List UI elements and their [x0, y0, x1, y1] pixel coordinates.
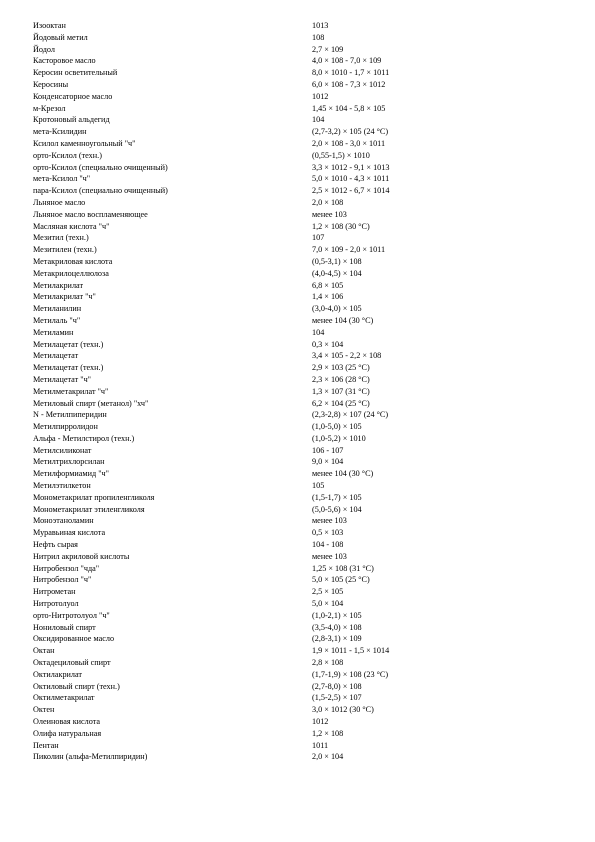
- table-row: [33, 492, 573, 504]
- table-row: [33, 103, 573, 115]
- resistivity-value: 104: [312, 115, 325, 125]
- table-row: [33, 291, 573, 303]
- substance-name: Пиколин (альфа-Метилпиридин): [33, 752, 148, 762]
- resistivity-value: (1,0-2,1) × 105: [312, 610, 362, 620]
- resistivity-value: (0,55-1,5) × 1010: [312, 150, 370, 160]
- table-row: [33, 468, 573, 480]
- substance-name: Метилформиамид "ч": [33, 469, 109, 479]
- resistivity-value: 1013: [312, 21, 329, 30]
- substance-name: Метиланилин: [33, 304, 82, 314]
- resistivity-value: 5,0 × 1010 - 4,3 × 1011: [312, 174, 390, 184]
- substance-name: Муравьиная кислота: [33, 528, 106, 538]
- table-row: [33, 480, 573, 492]
- resistivity-value: менее 104 (30 °С): [312, 469, 374, 479]
- table-row: [33, 740, 573, 752]
- table-row: [33, 657, 573, 669]
- table-row: [33, 421, 573, 433]
- table-row: [33, 445, 573, 457]
- resistivity-value: менее 104 (30 °С): [312, 315, 374, 325]
- substance-name: Нитробензол "ч": [33, 575, 92, 585]
- substance-name: Кротоновый альдегид: [33, 115, 110, 125]
- substance-name: Метилацетат: [33, 351, 79, 361]
- resistivity-value: (1,0-5,0) × 105: [312, 422, 362, 432]
- table-row: [33, 303, 573, 315]
- table-row: [33, 173, 573, 185]
- resistivity-value: (2,7-3,2) × 105 (24 °С): [312, 127, 389, 137]
- resistivity-value: менее 103: [312, 209, 347, 219]
- table-row: [33, 339, 573, 351]
- table-row: [33, 398, 573, 410]
- table-row: [33, 256, 573, 268]
- resistivity-value: 6,2 × 104 (25 °С): [312, 398, 370, 408]
- resistivity-value: 1,9 × 1011 - 1,5 × 1014: [312, 646, 390, 656]
- table-row: [33, 551, 573, 563]
- resistivity-value: (2,8-3,1) × 109: [312, 634, 362, 644]
- substance-name: Альфа - Метилстирол (техн.): [33, 433, 135, 443]
- resistivity-value: (2,7-8,0) × 108: [312, 681, 362, 691]
- substance-name: Октилакрилат: [33, 669, 83, 679]
- resistivity-value: 1012: [312, 91, 329, 101]
- substance-name: N - Метилпиперидин: [33, 410, 107, 420]
- substance-name: Метилацетат (техн.): [33, 339, 104, 349]
- resistivity-value: 8,0 × 1010 - 1,7 × 1011: [312, 68, 390, 78]
- table-row: [33, 232, 573, 244]
- substance-name: Метилацетат "ч": [33, 374, 92, 384]
- substance-name: Масляная кислота "ч": [33, 221, 110, 231]
- substance-name: Метилтрихлорсилан: [33, 457, 105, 467]
- substance-name: Нитрил акриловой кислоты: [33, 551, 130, 561]
- table-row: [33, 244, 573, 256]
- resistivity-value: 2,8 × 108: [312, 658, 344, 668]
- table-row: [33, 504, 573, 516]
- table-row: [33, 669, 573, 681]
- substance-name: м-Крезол: [33, 103, 66, 113]
- resistivity-value: 1,2 × 108: [312, 728, 344, 738]
- table-row: [33, 67, 573, 79]
- table-row: [33, 280, 573, 292]
- table-row: [33, 728, 573, 740]
- substance-name: Метилпирролидон: [33, 422, 98, 432]
- table-row: [33, 374, 573, 386]
- table-row: [33, 527, 573, 539]
- substance-name: пара-Ксилол (специально очищенный): [33, 186, 168, 196]
- resistivity-value: 2,0 × 108 - 3,0 × 1011: [312, 138, 386, 148]
- substance-name: Керосин осветительный: [33, 68, 118, 78]
- resistivity-value: 1,45 × 104 - 5,8 × 105: [312, 103, 386, 113]
- substance-name: Октен: [33, 705, 55, 715]
- substance-name: Метилсиликонат: [33, 445, 92, 455]
- substance-name: Монометакрилат этиленгликоля: [33, 504, 145, 514]
- table-row: [33, 692, 573, 704]
- table-row: [33, 55, 573, 67]
- substance-name: Октан: [33, 646, 55, 656]
- substance-name: Метилакрилат: [33, 280, 84, 290]
- resistivity-value: 1,25 × 108 (31 °С): [312, 563, 374, 573]
- table-row: [33, 197, 573, 209]
- resistivity-value: 1,3 × 107 (31 °С): [312, 386, 370, 396]
- table-row: [33, 586, 573, 598]
- resistivity-value: 108: [312, 32, 325, 42]
- substance-name: Октадециловый спирт: [33, 658, 111, 668]
- resistivity-value: (2,3-2,8) × 107 (24 °С): [312, 410, 389, 420]
- resistivity-value: 1012: [312, 717, 329, 727]
- resistivity-value: (3,0-4,0) × 105: [312, 304, 362, 314]
- substance-name: Керосины: [33, 79, 69, 89]
- resistivity-value: (3,5-4,0) × 108: [312, 622, 362, 632]
- resistivity-value: 2,0 × 104: [312, 752, 344, 762]
- substance-name: Оксидированное масло: [33, 634, 115, 644]
- table-row: [33, 150, 573, 162]
- substance-name: Олифа натуральная: [33, 728, 102, 738]
- resistivity-value: менее 103: [312, 551, 347, 561]
- resistivity-value: 5,0 × 104: [312, 599, 344, 609]
- table-row: [33, 362, 573, 374]
- table-row: [33, 221, 573, 233]
- table-row: [33, 515, 573, 527]
- table-row: [33, 645, 573, 657]
- resistivity-value: 1,2 × 108 (30 °С): [312, 221, 370, 231]
- substance-name: Льняное масло: [33, 197, 86, 207]
- table-row: [33, 327, 573, 339]
- substance-name: Метакриловая кислота: [33, 256, 113, 266]
- table-row: [33, 350, 573, 362]
- substance-name: Олеиновая кислота: [33, 717, 101, 727]
- resistivity-value: (1,0-5,2) × 1010: [312, 433, 366, 443]
- resistivity-value: 104 - 108: [312, 540, 344, 550]
- resistivity-value: 0,3 × 104: [312, 339, 344, 349]
- substance-name: Метилаль "ч": [33, 315, 81, 325]
- table-row: [33, 126, 573, 138]
- resistivity-value: (4,0-4,5) × 104: [312, 268, 362, 278]
- resistivity-value: (5,0-5,6) × 104: [312, 504, 362, 514]
- table-row: [33, 315, 573, 327]
- substance-name: Метиловый спирт (метанол) "хч": [33, 398, 149, 408]
- table-row: [33, 44, 573, 56]
- substance-name: Октиловый спирт (техн.): [33, 681, 120, 691]
- substance-name: Нефть сырая: [33, 540, 78, 550]
- resistivity-value: 0,5 × 103: [312, 528, 344, 538]
- table-row: [33, 716, 573, 728]
- resistivity-value: 3,0 × 1012 (30 °С): [312, 705, 374, 715]
- table-row: [33, 633, 573, 645]
- substance-name: Пентан: [33, 740, 59, 750]
- table-row: [33, 386, 573, 398]
- substance-name: орто-Нитротолуол "ч": [33, 610, 110, 620]
- resistivity-value: 3,3 × 1012 - 9,1 × 1013: [312, 162, 390, 172]
- substance-name: орто-Ксилол (техн.): [33, 150, 102, 160]
- table-row: [33, 209, 573, 221]
- table-row: [33, 622, 573, 634]
- substance-name: Метиламин: [33, 327, 74, 337]
- resistivity-table: [33, 20, 573, 763]
- substance-name: Нитротолуол: [33, 599, 79, 609]
- resistivity-value: менее 103: [312, 516, 347, 526]
- substance-name: Конденсаторное масло: [33, 91, 113, 101]
- resistivity-value: 2,5 × 1012 - 6,7 × 1014: [312, 186, 390, 196]
- resistivity-value: (1,5-1,7) × 105: [312, 492, 362, 502]
- substance-name: Метилметакрилат "ч": [33, 386, 109, 396]
- substance-name: Метилакрилат "ч": [33, 292, 96, 302]
- resistivity-value: 1011: [312, 740, 329, 750]
- substance-name: Метилэтилкетон: [33, 481, 91, 491]
- table-body: [33, 20, 573, 763]
- resistivity-value: 3,4 × 105 - 2,2 × 108: [312, 351, 382, 361]
- table-row: [33, 751, 573, 763]
- resistivity-value: 6,8 × 105: [312, 280, 344, 290]
- resistivity-value: 2,0 × 108: [312, 197, 344, 207]
- table-row: [33, 114, 573, 126]
- resistivity-value: 6,0 × 108 - 7,3 × 1012: [312, 79, 386, 89]
- resistivity-value: (0,5-3,1) × 108: [312, 256, 362, 266]
- table-row: [33, 681, 573, 693]
- substance-name: Нониловый спирт: [33, 622, 96, 632]
- table-row: [33, 79, 573, 91]
- substance-name: Изооктан: [33, 21, 66, 30]
- table-row: [33, 610, 573, 622]
- substance-name: Метилацетат (техн.): [33, 363, 104, 373]
- substance-name: Мезитилен (техн.): [33, 245, 97, 255]
- resistivity-value: 2,3 × 106 (28 °С): [312, 374, 370, 384]
- table-row: [33, 539, 573, 551]
- table-row: [33, 162, 573, 174]
- substance-name: Нитробензол "чда": [33, 563, 100, 573]
- resistivity-value: 2,9 × 103 (25 °С): [312, 363, 370, 373]
- table-row: [33, 598, 573, 610]
- table-row: [33, 704, 573, 716]
- resistivity-value: 5,0 × 105 (25 °С): [312, 575, 370, 585]
- substance-name: Касторовое масло: [33, 56, 96, 66]
- table-row: [33, 456, 573, 468]
- table-row: [33, 268, 573, 280]
- substance-name: мета-Ксилол "ч": [33, 174, 91, 184]
- resistivity-value: 2,5 × 105: [312, 587, 344, 597]
- resistivity-value: (1,7-1,9) × 108 (23 °С): [312, 669, 389, 679]
- resistivity-value: 106 - 107: [312, 445, 344, 455]
- resistivity-value: 105: [312, 481, 325, 491]
- resistivity-value: 1,4 × 106: [312, 292, 344, 302]
- substance-name: Йодовый метил: [33, 32, 88, 42]
- substance-name: Моноэтаноламин: [33, 516, 94, 526]
- substance-name: Октилметакрилат: [33, 693, 95, 703]
- resistivity-value: 2,7 × 109: [312, 44, 344, 54]
- substance-name: Нитрометан: [33, 587, 76, 597]
- table-row: [33, 138, 573, 150]
- resistivity-value: (1,5-2,5) × 107: [312, 693, 362, 703]
- substance-name: Йодол: [33, 44, 56, 54]
- substance-name: орто-Ксилол (специально очищенный): [33, 162, 168, 172]
- resistivity-value: 4,0 × 108 - 7,0 × 109: [312, 56, 382, 66]
- table-row: [33, 563, 573, 575]
- substance-name: Льняное масло воспламеняющее: [33, 209, 148, 219]
- resistivity-value: 104: [312, 327, 325, 337]
- table-row: [33, 409, 573, 421]
- table-row: [33, 574, 573, 586]
- substance-name: Метакрилоцеллюлоза: [33, 268, 109, 278]
- table-row: [33, 185, 573, 197]
- substance-name: мета-Ксилидин: [33, 127, 87, 137]
- resistivity-value: 107: [312, 233, 325, 243]
- substance-name: Ксилол каменноугольный "ч": [33, 138, 136, 148]
- substance-name: Мезитил (техн.): [33, 233, 89, 243]
- resistivity-value: 9,0 × 104: [312, 457, 344, 467]
- table-row: [33, 433, 573, 445]
- resistivity-value: 7,0 × 109 - 2,0 × 1011: [312, 245, 386, 255]
- table-row: [33, 91, 573, 103]
- table-row: [33, 20, 573, 32]
- substance-name: Монометакрилат пропиленгликоля: [33, 492, 155, 502]
- table-row: [33, 32, 573, 44]
